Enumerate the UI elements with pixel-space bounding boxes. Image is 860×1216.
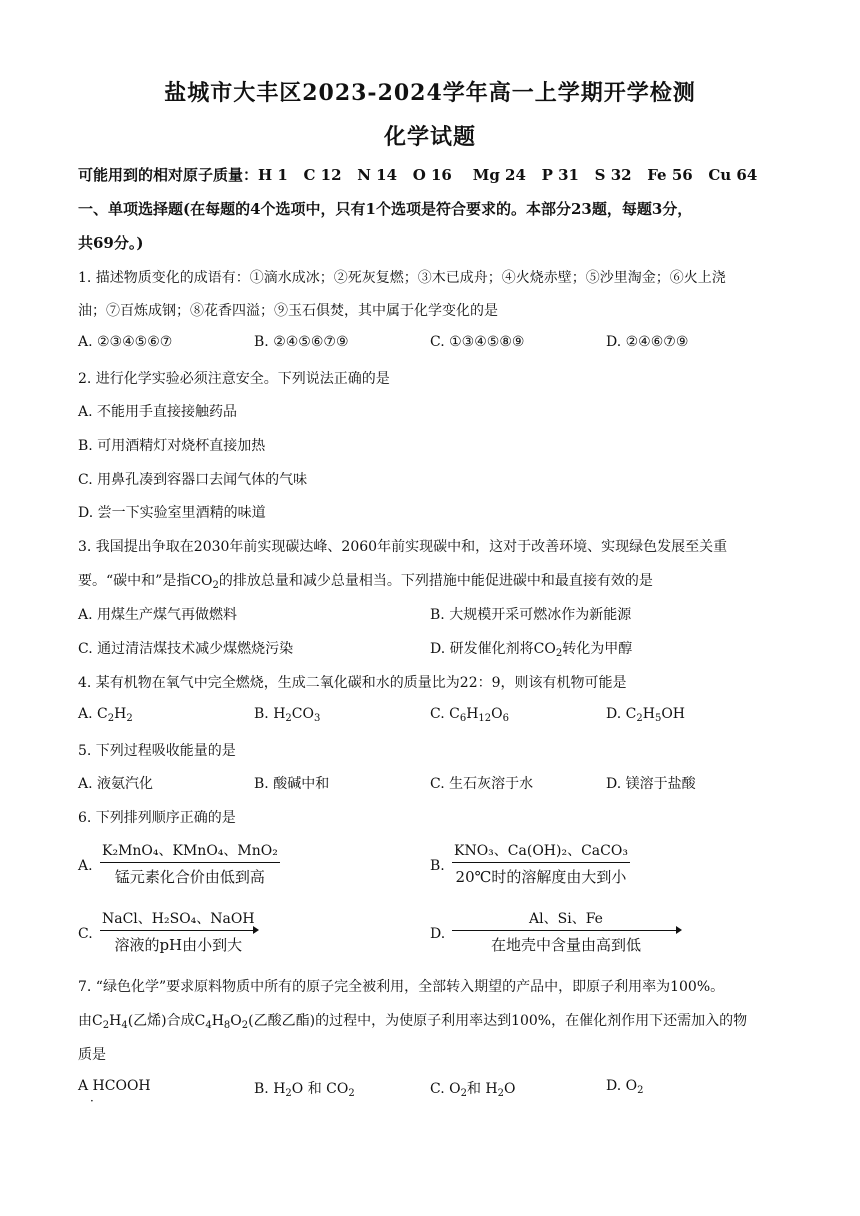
q6-option-b-formula[interactable] <box>452 840 630 887</box>
q6-option-b-label[interactable]: B. <box>430 858 445 874</box>
q6-d-criterion: 在地壳中含量由高到低 <box>490 936 641 954</box>
q3-stem-line1: 3. 我国提出争取在2030年前实现碳达峰、2060年前实现碳中和，这对于改善环境、实现绿色发展至关重 <box>78 539 728 555</box>
decimal-dot: · <box>90 1094 94 1108</box>
q1-option-c[interactable]: C. ①③④⑤⑧⑨ <box>430 334 525 350</box>
q7-option-a[interactable]: A HCOOH <box>78 1078 151 1094</box>
q6-stem: 6. 下列排列顺序正确的是 <box>78 810 236 826</box>
q6-b-compounds: KNO₃、Ca(OH)₂、CaCO₃ <box>452 840 630 863</box>
q7-stem-line2: 由$C_2H_4$(乙烯)合成$C_4H_8O_2$(乙酸乙酯)的过程中，为使原子利用率达到100%，在催化剂作用下还需加入的物 <box>78 1013 748 1031</box>
q6-b-criterion: 20℃时的溶解度由大到小 <box>455 868 627 886</box>
q6-a-compounds: K₂MnO₄、KMnO₄、MnO₂ <box>100 840 280 863</box>
q6-d-elements: Al、Si、Fe <box>452 908 680 931</box>
q2-option-c[interactable]: C. 用鼻孔凑到容器口去闻气体的气味 <box>78 472 308 488</box>
q7-stem-line3: 质是 <box>78 1047 106 1063</box>
q2-option-a[interactable]: A. 不能用手直接接触药品 <box>78 404 238 420</box>
q3-option-d[interactable]: D. 研发催化剂将$CO_2$转化为甲醇 <box>430 641 633 659</box>
q1-option-b[interactable]: B. ②④⑤⑥⑦⑨ <box>254 334 349 350</box>
exam-subtitle: 化学试题 <box>383 124 476 150</box>
q6-option-c-formula[interactable] <box>100 908 257 955</box>
q3-option-a[interactable]: A. 用煤生产煤气再做燃料 <box>78 607 238 623</box>
q6-a-criterion: 锰元素化合价由低到高 <box>114 868 265 886</box>
q6-option-d-label[interactable]: D. <box>430 926 446 942</box>
q5-option-b[interactable]: B. 酸碱中和 <box>254 776 330 792</box>
q1-stem-line2: 油；⑦百炼成钢；⑧花香四溢；⑨玉石俱焚，其中属于化学变化的是 <box>78 303 498 319</box>
q5-option-c[interactable]: C. 生石灰溶于水 <box>430 776 534 792</box>
atomic-masses-values: H 1 C 12 N 14 O 16 Mg 24 P 31 S 32 Fe 56 Cu 64 <box>258 166 758 184</box>
q4-option-b[interactable]: B. $H_2CO_3$ <box>254 706 321 724</box>
q6-option-d-formula[interactable] <box>452 908 680 955</box>
q1-option-a[interactable]: A. ②③④⑤⑥⑦ <box>78 334 173 350</box>
q4-option-a[interactable]: A. $C_2H_2$ <box>78 706 133 724</box>
q2-option-d[interactable]: D. 尝一下实验室里酒精的味道 <box>78 505 266 521</box>
q6-c-compounds: NaCl、H₂SO₄、NaOH <box>100 908 257 931</box>
atomic-masses-label: 可能用到的相对原子质量： <box>78 166 259 184</box>
q4-option-c[interactable]: C. $C_6H_{12}O_6$ <box>430 706 510 724</box>
exam-title: 盐城市大丰区2023-2024学年高一上学期开学检测 <box>164 80 696 106</box>
q1-stem-line1: 1. 描述物质变化的成语有：①滴水成冰；②死灰复燃；③木已成舟；④火烧赤壁；⑤沙里淘金；⑥火上浇 <box>78 270 726 286</box>
q3-option-b[interactable]: B. 大规模开采可燃冰作为新能源 <box>430 607 632 623</box>
q3-stem-line2: 要。“碳中和”是指$CO_2$的排放总量和减少总量相当。下列措施中能促进碳中和最直接有效的是 <box>78 573 653 591</box>
q4-stem: 4. 某有机物在氧气中完全燃烧，生成二氧化碳和水的质量比为22：9，则该有机物可能是 <box>78 675 627 691</box>
q6-option-a-label[interactable]: A. <box>78 858 93 874</box>
atomic-masses-line <box>78 164 757 185</box>
q6-c-criterion: 溶液的pH由小到大 <box>114 936 243 954</box>
q2-option-b[interactable]: B. 可用酒精灯对烧杯直接加热 <box>78 438 266 454</box>
section-heading-cont: 共69分。) <box>78 234 144 252</box>
section-heading: 一、单项选择题(在每题的4个选项中，只有1个选项是符合要求的。本部分23题，每题3分， <box>78 200 693 218</box>
q6-option-a-formula[interactable] <box>100 840 280 887</box>
q7-option-c[interactable]: C. $O_2$和 $H_2O$ <box>430 1081 516 1099</box>
q7-option-d[interactable]: D. $O_2$ <box>606 1078 644 1096</box>
q2-stem: 2. 进行化学实验必须注意安全。下列说法正确的是 <box>78 371 390 387</box>
q5-option-d[interactable]: D. 镁溶于盐酸 <box>606 776 696 792</box>
q7-stem-line1: 7. “绿色化学”要求原料物质中所有的原子完全被利用，全部转入期望的产品中，即原子利用率为100%。 <box>78 979 725 995</box>
q4-option-d[interactable]: D. $C_2H_5OH$ <box>606 706 685 724</box>
q5-stem: 5. 下列过程吸收能量的是 <box>78 743 236 759</box>
q7-option-b[interactable]: B. $H_2O$ 和 $CO_2$ <box>254 1081 355 1099</box>
q3-option-c[interactable]: C. 通过清洁煤技术减少煤燃烧污染 <box>78 641 294 657</box>
q1-option-d[interactable]: D. ②④⑥⑦⑨ <box>606 334 689 350</box>
q5-option-a[interactable]: A. 液氨汽化 <box>78 776 154 792</box>
q6-option-c-label[interactable]: C. <box>78 926 93 942</box>
